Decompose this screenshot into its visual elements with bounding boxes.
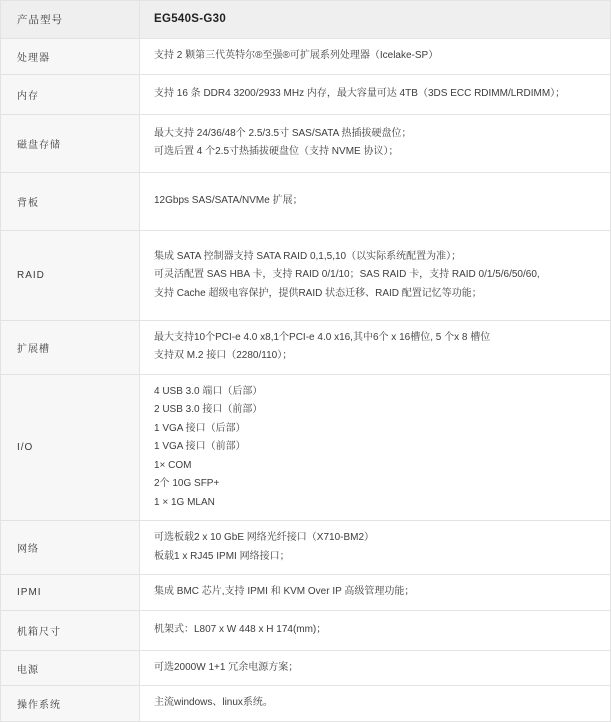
spec-value-line: 可选后置 4 个2.5寸热插拔硬盘位（支持 NVME 协议）； [154,146,399,158]
spec-value-line: 1 VGA 接口（前部） [154,441,246,453]
spec-row-value [140,230,611,320]
spec-row-label: 磁盘存储 [1,114,140,172]
spec-value-line: 集成 BMC 芯片,支持 IPMI 和 KVM Over IP 高级管理功能； [154,586,415,598]
spec-row [1,74,611,114]
spec-value-line: 1× COM [154,459,192,471]
spec-row-label: RAID [1,230,140,320]
spec-value-line: 可灵活配置 SAS HBA 卡，支持 RAID 0/1/10；SAS RAID 卡，支持 RAID 0/1/5/6/50/60, [154,269,540,281]
spec-value-line: 支持 16 条 DDR4 3200/2933 MHz 内存，最大容量可达 4TB（3DS ECC RDIMM/LRDIMM）； [154,88,566,100]
spec-row [1,610,611,650]
spec-row-value [140,610,611,650]
spec-row-label: 网络 [1,521,140,575]
spec-row [1,39,611,75]
spec-row-value [140,650,611,686]
spec-value-line: 4 USB 3.0 端口（后部） [154,385,263,397]
spec-value-line: 2个 10G SFP+ [154,478,220,490]
spec-value-line: 可选2000W 1+1 冗余电源方案； [154,661,299,673]
spec-value-line: 支持 Cache 超级电容保护，提供RAID 状态迁移、RAID 配置记忆等功能； [154,287,482,299]
spec-value-line: 最大支持10个PCI-e 4.0 x8,1个PCI-e 4.0 x16,其中6个 x 16槽位, 5 个x 8 槽位 [154,331,491,343]
spec-row [1,114,611,172]
spec-row-label: 背板 [1,172,140,230]
spec-row-label: 电源 [1,650,140,686]
spec-row-label: 处理器 [1,39,140,75]
spec-value-line: 1 VGA 接口（后部） [154,422,246,434]
spec-row-value [140,172,611,230]
spec-value-line: 支持双 M.2 接口（2280/110）； [154,350,293,362]
spec-value-line: 集成 SATA 控制器支持 SATA RAID 0,1,5,10（以实际系统配置为准）； [154,250,462,262]
spec-row-value [140,74,611,114]
spec-row-value [140,39,611,75]
spec-value-line: 12Gbps SAS/SATA/NVMe 扩展； [154,195,303,207]
spec-row [1,575,611,611]
spec-value-line: 1 × 1G MLAN [154,496,215,508]
spec-row-value [140,374,611,521]
spec-header-row [1,1,611,39]
spec-row-label: 扩展槽 [1,320,140,374]
spec-value-line: 机架式：L807 x W 448 x H 174(mm)； [154,624,327,636]
spec-value-line: 2 USB 3.0 接口（前部） [154,404,263,416]
spec-row-value [140,114,611,172]
spec-row [1,686,611,722]
spec-row [1,172,611,230]
spec-row-value [140,686,611,722]
spec-table-body [1,1,611,722]
spec-row [1,650,611,686]
spec-value-line: 支持 2 颗第三代英特尔®至强®可扩展系列处理器（Icelake-SP） [154,50,439,62]
spec-value-line: 板载1 x RJ45 IPMI 网络接口； [154,550,290,562]
spec-row-value [140,521,611,575]
spec-value-line: 可选板载2 x 10 GbE 网络光纤接口（X710-BM2） [154,532,375,544]
spec-row [1,320,611,374]
spec-row [1,521,611,575]
spec-row-label: IPMI [1,575,140,611]
spec-row [1,230,611,320]
spec-row-label: 机箱尺寸 [1,610,140,650]
spec-row-value [140,320,611,374]
spec-header-label: 产品型号 [1,1,140,39]
spec-value-line: 最大支持 24/36/48个 2.5/3.5寸 SAS/SATA 热插拔硬盘位； [154,127,412,139]
spec-row-value [140,575,611,611]
spec-header-value: EG540S-G30 [140,1,611,39]
spec-row-label: 内存 [1,74,140,114]
spec-row-label: 操作系统 [1,686,140,722]
spec-row-label: I/O [1,374,140,521]
spec-value-line: 主流windows、linux系统。 [154,697,273,709]
spec-row [1,374,611,521]
